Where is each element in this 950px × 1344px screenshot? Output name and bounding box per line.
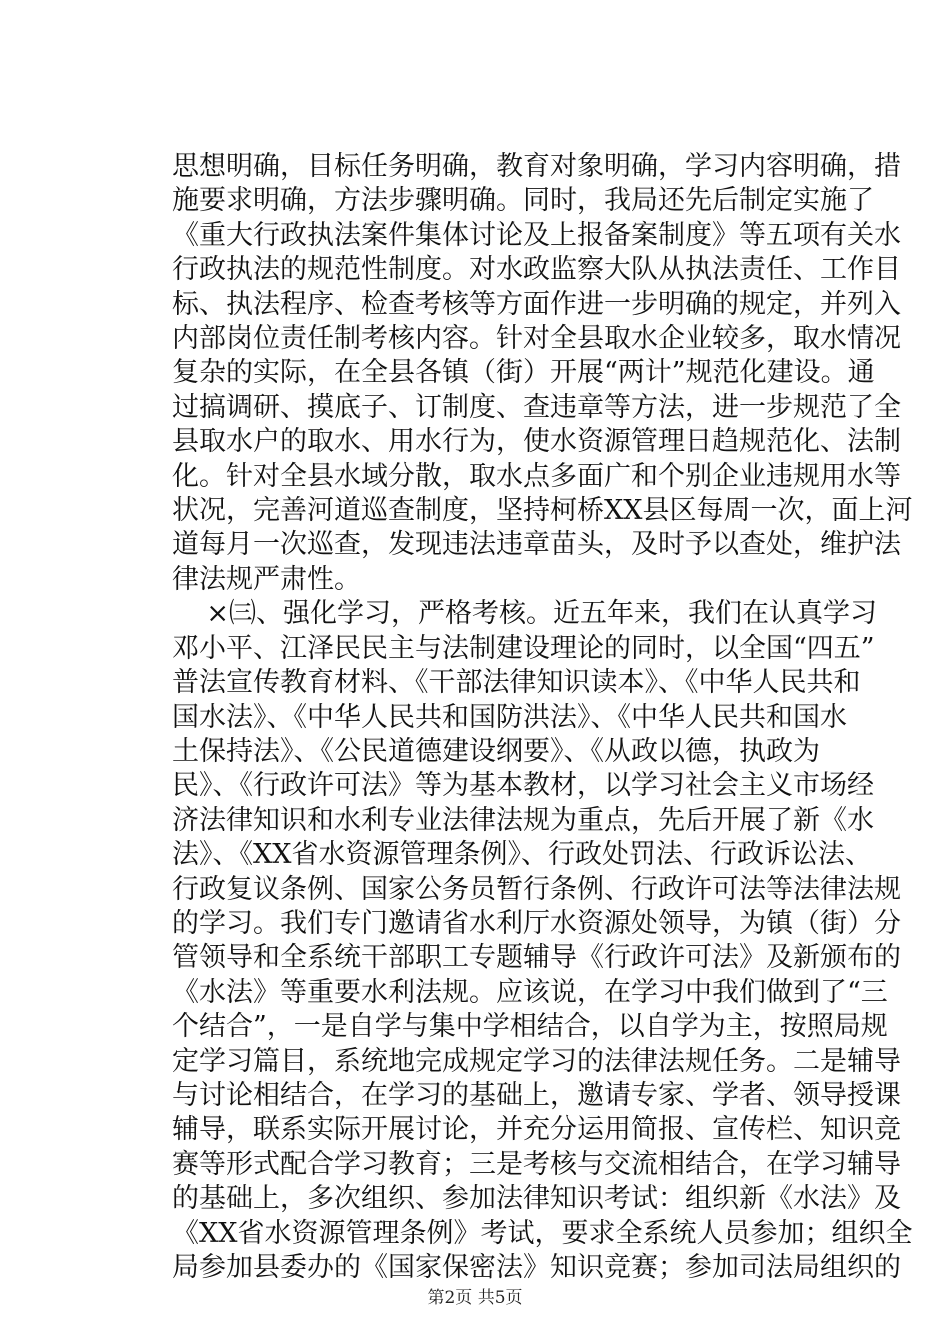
text-line: ×㈢、强化学习，严格考核。近五年来，我们在认真学习 [172,598,877,630]
text-line: 局参加县委办的《国家保密法》知识竞赛；参加司法局组织的 [172,1252,901,1283]
text-line: 国水法》、《中华人民共和国防洪法》、《中华人民共和国水 [172,701,847,733]
text-line: 邓小平、江泽民民主与法制建设理论的同时，以全国“四五” [172,632,875,664]
text-line: 《水法》等重要水利法规。应该说，在学习中我们做到了“三 [172,976,888,1008]
text-line: 个结合”，一是自学与集中学相结合，以自学为主，按照局规 [172,1011,888,1043]
text-line: 民》、《行政许可法》等为基本教材，以学习社会主义市场经 [172,770,874,802]
text-line: 过搞调研、摸底子、订制度、查违章等方法，进一步规范了全 [172,391,901,423]
page-footer [0,1288,950,1308]
text-line: 标、执法程序、检查考核等方面作进一步明确的规定，并列入 [172,288,901,320]
text-line: 的基础上，多次组织、参加法律知识考试：组织新《水法》及 [172,1183,901,1215]
text-line: 与讨论相结合，在学习的基础上，邀请专家、学者、领导授课 [172,1079,901,1111]
text-line: 思想明确，目标任务明确，教育对象明确，学习内容明确，措 [172,151,901,182]
text-line: 行政执法的规范性制度。对水政监察大队从执法责任、工作目 [172,254,901,286]
text-line: 普法宣传教育材料、《干部法律知识读本》、《中华人民共和 [172,667,861,699]
text-line: 济法律知识和水利专业法律法规为重点，先后开展了新《水 [172,804,874,836]
page-number: 第2页 共5页 [427,1288,523,1308]
text-line: 土保持法》、《公民道德建设纲要》、《从政以德，执政为 [172,735,820,767]
text-line: 复杂的实际，在全县各镇（街）开展“两计”规范化建设。通 [172,357,875,389]
text-line: 法》、《XX省水资源管理条例》、行政处罚法、行政诉讼法、 [172,839,872,871]
text-line: 化。针对全县水域分散，取水点多面广和个别企业违规用水等 [172,460,901,492]
text-line: 《XX省水资源管理条例》考试，要求全系统人员参加；组织全 [172,1217,913,1249]
text-line: 辅导，联系实际开展讨论，并充分运用简报、宣传栏、知识竞 [172,1114,901,1146]
text-line: 律法规严肃性。 [172,563,361,595]
paragraph-1 [172,150,913,597]
text-line: 施要求明确，方法步骤明确。同时，我局还先后制定实施了 [172,185,874,217]
text-line: 的学习。我们专门邀请省水利厅水资源处领导，为镇（街）分 [172,907,901,939]
text-line: 管领导和全系统干部职工专题辅导《行政许可法》及新颁布的 [172,942,901,974]
text-line: 行政复议条例、国家公务员暂行条例、行政许可法等法律法规 [172,873,901,905]
text-line: 状况，完善河道巡查制度，坚持柯桥XX县区每周一次，面上河 [172,495,913,527]
text-line: 赛等形式配合学习教育；三是考核与交流相结合，在学习辅导 [172,1148,901,1180]
document-body [172,150,913,1285]
text-line: 道每月一次巡查，发现违法违章苗头，及时予以查处，维护法 [172,529,901,561]
text-line: 《重大行政执法案件集体讨论及上报备案制度》等五项有关水 [172,219,901,251]
paragraph-2 [172,597,913,1285]
text-line: 县取水户的取水、用水行为，使水资源管理日趋规范化、法制 [172,426,901,458]
text-line: 定学习篇目，系统地完成规定学习的法律法规任务。二是辅导 [172,1045,901,1077]
text-line: 内部岗位责任制考核内容。针对全县取水企业较多，取水情况 [172,323,901,355]
